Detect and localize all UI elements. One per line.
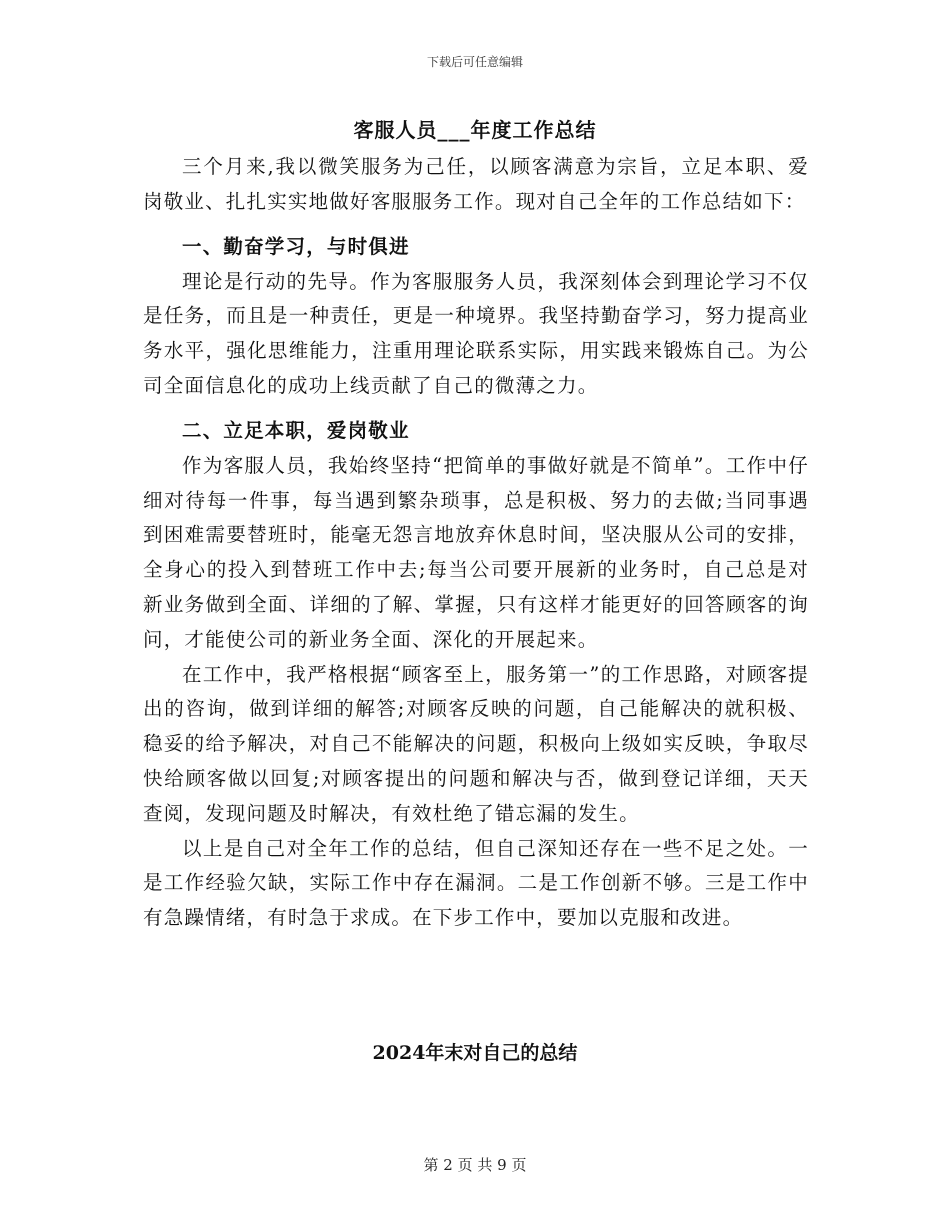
section-2-paragraph-3: 以上是自己对全年工作的总结，但自己深知还存在一些不足之处。一是工作经验欠缺，实际工作中存在漏洞。二是工作创新不够。三是工作中有急躁情绪，有时急于求成。在下步工作中，要加以克服和改进。 [143,836,809,930]
page-header-note: 下载后可任意编辑 [426,55,523,69]
section-1-heading: 一、勤奋学习，与时俱进 [182,234,410,258]
document-title: 客服人员___年度工作总结 [353,118,597,142]
document-body [143,150,809,936]
page-number: 第 2 页 共 9 页 [423,1156,527,1174]
section-2-paragraph-2: 在工作中，我严格根据“顾客至上，服务第一”的工作思路，对顾客提出的咨询，做到详细的解答;对顾客反映的问题，自己能解决的就积极、稳妥的给予解决，对自己不能解决的问题，积极向上级如实反映，争取尽快给顾客做以回复;对顾客提出的问题和解决与否，做到登记详细，天天查阅，发现问题及时解决，有效杜绝了错忘漏的发生。 [143,662,809,825]
section-2-paragraph-1: 作为客服人员，我始终坚持“把简单的事做好就是不简单”。工作中仔细对待每一件事，每当遇到繁杂琐事，总是积极、努力的去做;当同事遇到困难需要替班时，能毫无怨言地放弃休息时间，坚决服从公司的安排，全身心的投入到替班工作中去;每当公司要开展新的业务时，自己总是对新业务做到全面、详细的了解、掌握，只有这样才能更好的回答顾客的询问，才能使公司的新业务全面、深化的开展起来。 [143,453,809,651]
section-2-heading: 二、立足本职，爱岗敬业 [182,418,410,442]
intro-paragraph: 三个月来,我以微笑服务为己任，以顾客满意为宗旨，立足本职、爱岗敬业、扎扎实实地做好客服服务工作。现对自己全年的工作总结如下： [143,155,809,213]
section-1-paragraph: 理论是行动的先导。作为客服服务人员，我深刻体会到理论学习不仅是任务，而且是一种责任，更是一种境界。我坚持勤奋学习，努力提高业务水平，强化思维能力，注重用理论联系实际，用实践来锻炼自己。为公司全面信息化的成功上线贡献了自己的微薄之力。 [143,269,809,397]
next-document-title: 2024年末对自己的总结 [372,1042,578,1064]
